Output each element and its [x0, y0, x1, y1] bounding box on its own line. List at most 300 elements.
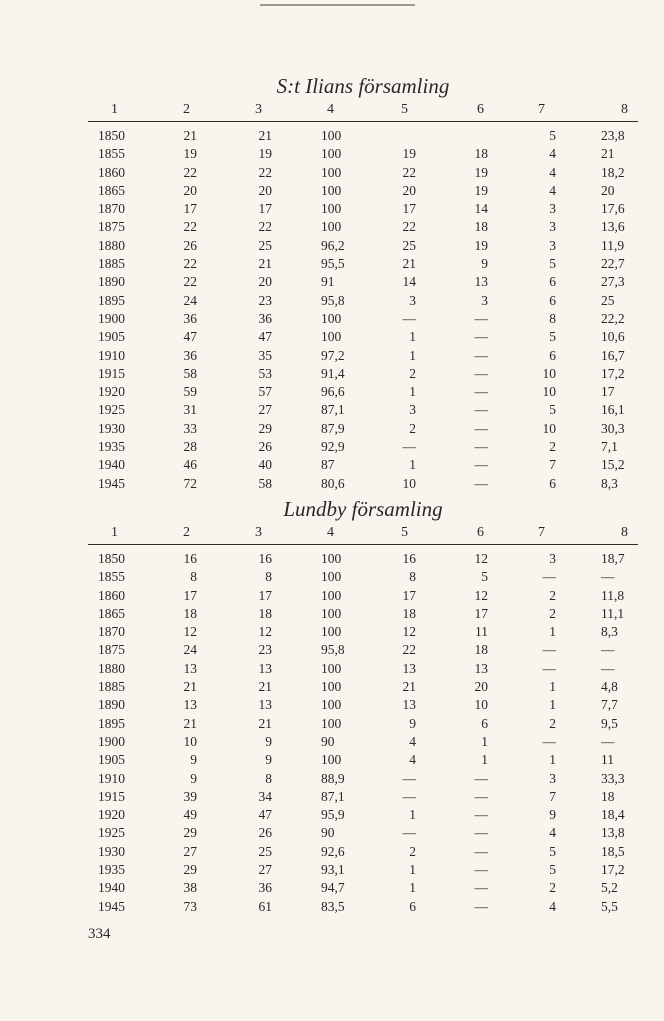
table-cell: 17 [474, 605, 488, 621]
table-cell: 1935 [98, 862, 125, 878]
table-cell: 1890 [98, 274, 125, 290]
table-cell: 91,4 [321, 365, 345, 381]
table-row [88, 273, 638, 291]
table-cell: 1915 [98, 365, 125, 381]
table-cell: 12 [474, 551, 488, 566]
table-row [88, 383, 638, 401]
table-cell: 100 [321, 219, 342, 235]
table-cell: 10 [474, 697, 488, 713]
table-cell: 13 [474, 660, 488, 676]
table-cell: 2 [549, 605, 556, 621]
table-cell: — [601, 660, 615, 676]
table-cell: — [601, 733, 615, 749]
table-cell: — [474, 475, 488, 491]
column-header: 1 [111, 525, 118, 540]
table-cell: 18 [258, 605, 272, 621]
table-cell: 19 [258, 146, 272, 162]
table-cell: 27 [258, 402, 272, 418]
table-cell: 8,3 [601, 624, 618, 640]
table-cell: 25 [258, 237, 272, 253]
table-cell: 1885 [98, 256, 125, 272]
header-rule [88, 121, 638, 122]
table-cell: 25 [258, 843, 272, 859]
table-row [88, 127, 638, 145]
header-rule [88, 544, 638, 545]
table-cell: 5 [549, 402, 556, 418]
table-cell: 87,9 [321, 420, 345, 436]
table-cell: 1850 [98, 551, 125, 566]
table-cell: 1 [481, 733, 488, 749]
table-cell: 10 [183, 733, 197, 749]
table-cell: 80,6 [321, 475, 345, 491]
table-cell: 6 [549, 347, 556, 363]
table-cell: 1890 [98, 697, 125, 713]
table-cell: 1875 [98, 642, 125, 658]
table-cell: 100 [321, 660, 342, 676]
table-cell: 21 [183, 715, 197, 731]
table-cell: 39 [183, 788, 197, 804]
table-cell: 59 [183, 384, 197, 400]
table-cell: — [474, 825, 488, 841]
table-cell: 5,5 [601, 898, 618, 914]
table-cell: 13 [258, 697, 272, 713]
table-row [88, 678, 638, 696]
table-cell: 1880 [98, 237, 125, 253]
table-cell: — [474, 843, 488, 859]
table-cell: 12 [402, 624, 416, 640]
table-cell: 1 [549, 679, 556, 695]
table-cell: 13,8 [601, 825, 625, 841]
table-cell: 36 [183, 310, 197, 326]
table-row [88, 824, 638, 842]
table-cell: 87 [321, 457, 335, 473]
table-cell: 1920 [98, 807, 125, 823]
table-cell: 1935 [98, 439, 125, 455]
table-cell: 11,9 [601, 237, 625, 253]
table-cell: 1 [409, 457, 416, 473]
table-cell: — [474, 807, 488, 823]
table-cell: 13 [402, 697, 416, 713]
table-cell: 6 [549, 274, 556, 290]
column-header: 5 [401, 525, 408, 540]
table-row [88, 420, 638, 438]
table-row [88, 788, 638, 806]
column-header: 2 [183, 525, 190, 540]
table-cell: 3 [549, 237, 556, 253]
table-cell: — [474, 457, 488, 473]
table-cell: — [474, 862, 488, 878]
table-cell: 4 [549, 146, 556, 162]
table-row [88, 605, 638, 623]
table-cell: 95,5 [321, 256, 345, 272]
table-cell: 12 [183, 624, 197, 640]
table-cell: 87,1 [321, 788, 345, 804]
table-cell: 8 [265, 569, 272, 585]
table-cell: 20 [601, 182, 615, 198]
table-cell: 4 [549, 825, 556, 841]
table-cell: 1905 [98, 329, 125, 345]
table-cell: 6 [409, 898, 416, 914]
table-cell: 7,7 [601, 697, 618, 713]
table-cell: 1860 [98, 164, 125, 180]
column-header: 8 [621, 525, 628, 540]
table-cell: 95,8 [321, 292, 345, 308]
table-cell: 28 [183, 439, 197, 455]
table-row [88, 182, 638, 200]
table-cell: 18,7 [601, 551, 625, 566]
table-cell: 38 [183, 880, 197, 896]
table-cell: 23,8 [601, 128, 625, 143]
table-cell: 18 [474, 642, 488, 658]
table-cell: 10 [542, 420, 556, 436]
table-cell: 21 [402, 679, 416, 695]
table-cell: 24 [183, 642, 197, 658]
table-cell: 16 [258, 551, 272, 566]
column-header: 6 [477, 525, 484, 540]
table-cell: 1910 [98, 770, 125, 786]
table-cell: 21 [258, 128, 272, 143]
table-cell: 22 [183, 256, 197, 272]
table-cell: 33 [183, 420, 197, 436]
table-cell: 11 [475, 624, 488, 640]
table-cell: 2 [549, 439, 556, 455]
table-cell: 1885 [98, 679, 125, 695]
table-cell: 3 [481, 292, 488, 308]
table-cell: 1910 [98, 347, 125, 363]
table-cell: 27,3 [601, 274, 625, 290]
column-header: 4 [327, 525, 334, 540]
table-cell: 16,7 [601, 347, 625, 363]
table-cell: 17 [258, 587, 272, 603]
table-row [88, 401, 638, 419]
table-row [88, 587, 638, 605]
table-cell: 100 [321, 697, 342, 713]
table-cell: 1860 [98, 587, 125, 603]
table-cell: 18,5 [601, 843, 625, 859]
table-cell: 6 [549, 475, 556, 491]
table-cell: — [402, 439, 416, 455]
table-cell: 17 [183, 201, 197, 217]
table-cell: 94,7 [321, 880, 345, 896]
table-cell: 95,9 [321, 807, 345, 823]
table-cell: 9 [481, 256, 488, 272]
column-header: 7 [538, 525, 545, 540]
table-cell: 21 [258, 715, 272, 731]
column-header: 3 [255, 102, 262, 117]
table-row [88, 843, 638, 861]
table-cell: 100 [321, 679, 342, 695]
table-cell: 1930 [98, 843, 125, 859]
table-cell: 61 [258, 898, 272, 914]
table-cell: 13,6 [601, 219, 625, 235]
table-cell: 100 [321, 624, 342, 640]
table-cell: 1940 [98, 880, 125, 896]
page-number: 334 [88, 926, 111, 942]
table-row [88, 733, 638, 751]
table-cell: 2 [549, 587, 556, 603]
table-cell: 46 [183, 457, 197, 473]
table-cell: — [402, 825, 416, 841]
table-cell: 22 [402, 219, 416, 235]
table-cell: — [601, 569, 615, 585]
table-cell: — [474, 329, 488, 345]
table-cell: 40 [258, 457, 272, 473]
table-row [88, 438, 638, 456]
table-cell: 1900 [98, 733, 125, 749]
table-cell: 8 [190, 569, 197, 585]
table-cell: 16 [183, 551, 197, 566]
table-cell: 8 [265, 770, 272, 786]
table-cell: 1900 [98, 310, 125, 326]
table-cell: 100 [321, 310, 342, 326]
table-row [88, 898, 638, 916]
table-cell: 14 [474, 201, 488, 217]
table-cell: 9 [265, 733, 272, 749]
table-body [88, 550, 638, 916]
table-cell: 7 [549, 788, 556, 804]
table-row [88, 475, 638, 493]
table-cell: 1 [549, 624, 556, 640]
table-cell: 1945 [98, 898, 125, 914]
table-cell: 58 [258, 475, 272, 491]
table-cell: 100 [321, 128, 342, 143]
table-cell: 22 [258, 164, 272, 180]
table-cell: — [402, 788, 416, 804]
column-header: 1 [111, 102, 118, 117]
table-cell: 57 [258, 384, 272, 400]
table-row [88, 292, 638, 310]
table-cell: — [474, 898, 488, 914]
table-row [88, 164, 638, 182]
table-cell: 16 [402, 551, 416, 566]
table-cell: 9 [409, 715, 416, 731]
table-cell: 100 [321, 329, 342, 345]
table-cell: 31 [183, 402, 197, 418]
table-cell: 49 [183, 807, 197, 823]
table-cell: 100 [321, 569, 342, 585]
table-cell: 22,7 [601, 256, 625, 272]
table-row [88, 641, 638, 659]
table-cell: 1 [409, 347, 416, 363]
table-cell: 16,1 [601, 402, 625, 418]
table-cell: 93,1 [321, 862, 345, 878]
table-cell: — [542, 569, 556, 585]
table-cell: 1850 [98, 128, 125, 143]
table-cell: 13 [183, 660, 197, 676]
table-row [88, 550, 638, 568]
table-cell: 1925 [98, 825, 125, 841]
table-cell: 7 [549, 457, 556, 473]
table-cell: 22,2 [601, 310, 625, 326]
table-cell: 92,9 [321, 439, 345, 455]
table-cell: 1865 [98, 182, 125, 198]
table-cell: 13 [258, 660, 272, 676]
table-cell: — [402, 770, 416, 786]
column-header: 6 [477, 102, 484, 117]
table-cell: 18 [183, 605, 197, 621]
column-header: 7 [538, 102, 545, 117]
table-cell: 100 [321, 146, 342, 162]
table-cell: 18 [402, 605, 416, 621]
table-cell: 1 [409, 329, 416, 345]
table-cell: 1 [549, 752, 556, 768]
table-cell: 4 [549, 164, 556, 180]
table-row [88, 660, 638, 678]
table-cell: 18,4 [601, 807, 625, 823]
table-body [88, 127, 638, 493]
table-cell: 20 [183, 182, 197, 198]
table-row [88, 237, 638, 255]
table-cell: 100 [321, 201, 342, 217]
table-cell: 4 [549, 898, 556, 914]
table-cell: 3 [549, 770, 556, 786]
table-cell: 17 [402, 587, 416, 603]
table-cell: 1920 [98, 384, 125, 400]
table-cell: 1855 [98, 146, 125, 162]
table-cell: 6 [549, 292, 556, 308]
table-cell: 1905 [98, 752, 125, 768]
table-cell: 87,1 [321, 402, 345, 418]
table-row [88, 879, 638, 897]
table-cell: 1895 [98, 292, 125, 308]
table-cell: 5 [549, 128, 556, 143]
table-cell: 2 [549, 715, 556, 731]
table-cell: 5 [549, 843, 556, 859]
table-cell: 36 [258, 880, 272, 896]
table-cell: 13 [402, 660, 416, 676]
table-cell: 10 [542, 365, 556, 381]
table-row [88, 715, 638, 733]
table-cell: — [474, 402, 488, 418]
table-cell: 2 [409, 420, 416, 436]
table-cell: 100 [321, 715, 342, 731]
table-cell: 92,6 [321, 843, 345, 859]
table-cell: 29 [183, 862, 197, 878]
table-cell: — [474, 347, 488, 363]
table-row [88, 255, 638, 273]
table-cell: — [474, 880, 488, 896]
table-cell: 3 [549, 201, 556, 217]
table-cell: 26 [258, 825, 272, 841]
table-cell: 100 [321, 587, 342, 603]
table-cell: 47 [258, 329, 272, 345]
table-row [88, 806, 638, 824]
table-cell: 1 [409, 862, 416, 878]
table-cell: 3 [549, 219, 556, 235]
table-cell: — [542, 642, 556, 658]
table-cell: 1915 [98, 788, 125, 804]
table-cell: 3 [409, 402, 416, 418]
table-cell: 47 [183, 329, 197, 345]
column-header-row [88, 100, 638, 120]
table-cell: 18 [474, 219, 488, 235]
table-cell: 97,2 [321, 347, 345, 363]
table-row [88, 347, 638, 365]
table-row [88, 770, 638, 788]
table-row [88, 456, 638, 474]
table-cell: 8,3 [601, 475, 618, 491]
table-cell: 10,6 [601, 329, 625, 345]
table-cell: 58 [183, 365, 197, 381]
table-cell: 34 [258, 788, 272, 804]
table-cell: 17 [183, 587, 197, 603]
table-cell: — [474, 384, 488, 400]
table-cell: 1940 [98, 457, 125, 473]
table-cell: 4,8 [601, 679, 618, 695]
table-cell: 1 [549, 697, 556, 713]
table-cell: 20 [474, 679, 488, 695]
table-row [88, 751, 638, 769]
table-cell: 1 [409, 807, 416, 823]
table-cell: 4 [409, 733, 416, 749]
table-cell: 29 [183, 825, 197, 841]
table-cell: 12 [258, 624, 272, 640]
table-cell: 36 [183, 347, 197, 363]
table-cell: 17,2 [601, 862, 625, 878]
table-cell: 27 [258, 862, 272, 878]
table-cell: 2 [409, 365, 416, 381]
table-cell: 4 [549, 182, 556, 198]
table-cell: — [474, 420, 488, 436]
table-cell: 22 [402, 642, 416, 658]
table-cell: — [474, 770, 488, 786]
column-header: 5 [401, 102, 408, 117]
table-cell: 19 [474, 182, 488, 198]
table-cell: 1870 [98, 201, 125, 217]
table-row [88, 310, 638, 328]
table-row [88, 218, 638, 236]
table-cell: 1 [481, 752, 488, 768]
table-cell: 1880 [98, 660, 125, 676]
table-row [88, 145, 638, 163]
column-header: 4 [327, 102, 334, 117]
column-header: 8 [621, 102, 628, 117]
table-cell: — [542, 733, 556, 749]
table-cell: 88,9 [321, 770, 345, 786]
table-cell: 15,2 [601, 457, 625, 473]
table-cell: 17 [402, 201, 416, 217]
table-cell: 1865 [98, 605, 125, 621]
table-cell: 1895 [98, 715, 125, 731]
table-cell: 33,3 [601, 770, 625, 786]
table-cell: 22 [183, 164, 197, 180]
table-cell: 9 [549, 807, 556, 823]
table-cell: 22 [183, 219, 197, 235]
table-cell: 17,6 [601, 201, 625, 217]
table-cell: 11 [601, 752, 614, 768]
table-cell: 20 [258, 274, 272, 290]
table-cell: 14 [402, 274, 416, 290]
table-cell: 100 [321, 752, 342, 768]
table-cell: 47 [258, 807, 272, 823]
top-edge-rule [260, 4, 415, 6]
table-cell: 24 [183, 292, 197, 308]
table-cell: 10 [402, 475, 416, 491]
table-cell: 22 [258, 219, 272, 235]
table-cell: 22 [402, 164, 416, 180]
table-cell: 3 [549, 551, 556, 566]
table-cell: 83,5 [321, 898, 345, 914]
table-cell: 100 [321, 182, 342, 198]
table-title: S:t Ilians församling [276, 74, 450, 98]
table-cell: 26 [258, 439, 272, 455]
table-cell: 21 [601, 146, 615, 162]
table-cell: 26 [183, 237, 197, 253]
table-cell: 1 [409, 880, 416, 896]
table-cell: 19 [183, 146, 197, 162]
table-cell: 18 [601, 788, 615, 804]
table-row [88, 200, 638, 218]
